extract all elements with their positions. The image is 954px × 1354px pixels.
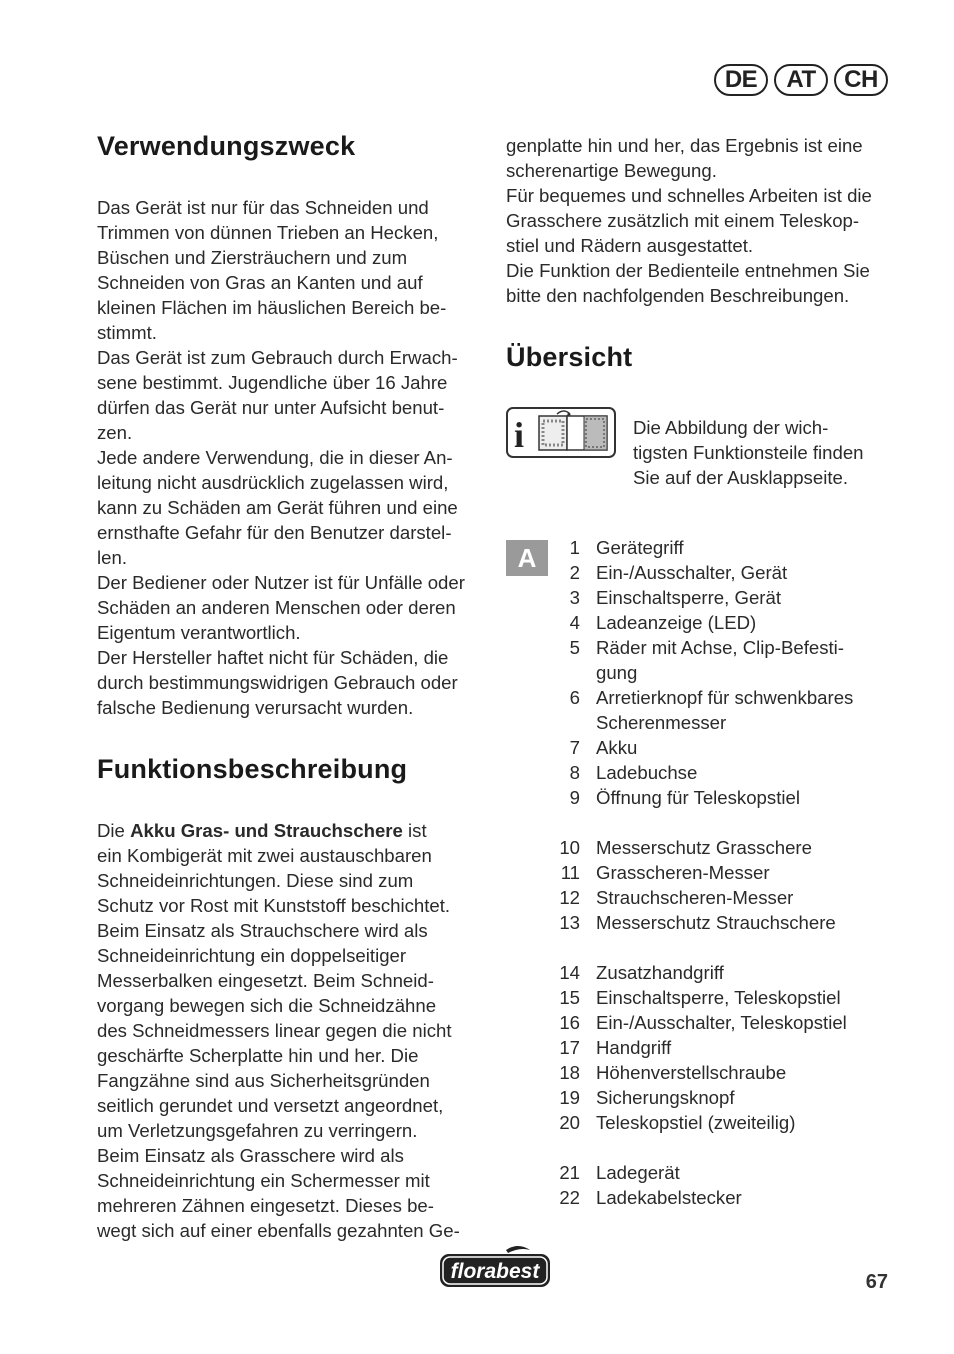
part-label: Ladegerät: [596, 1162, 680, 1184]
badge-de: DE: [714, 64, 768, 96]
part-label: Öffnung für Teleskopstiel: [596, 787, 800, 809]
part-item: [541, 610, 896, 635]
part-number: 13: [559, 912, 580, 934]
parts-list: [541, 535, 896, 1210]
part-label: Ladeanzeige (LED): [596, 612, 757, 634]
figure-marker-a: A: [506, 540, 548, 576]
brand-name: florabest: [450, 1260, 540, 1283]
part-item: [541, 885, 896, 910]
part-number: 4: [569, 612, 580, 634]
country-badges: [714, 64, 888, 96]
part-label: Einschaltsperre, Teleskopstiel: [596, 987, 841, 1009]
part-number: 20: [559, 1112, 580, 1134]
right-column: [506, 133, 896, 1210]
part-number: 10: [559, 837, 580, 859]
part-label: Handgriff: [596, 1037, 672, 1059]
section-title-funktionsbeschreibung: Funktionsbeschreibung: [97, 754, 408, 784]
part-number: 3: [569, 587, 580, 609]
part-label: Höhenverstellschraube: [596, 1062, 787, 1084]
part-number: 21: [559, 1162, 580, 1184]
part-label: Sicherungsknopf: [596, 1087, 735, 1109]
badge-at: AT: [774, 64, 828, 96]
part-item: [541, 835, 896, 860]
part-number: 11: [560, 862, 580, 884]
part-item: [541, 685, 896, 735]
part-item: [541, 1035, 896, 1060]
part-number: 15: [559, 987, 580, 1009]
part-number: 7: [569, 737, 580, 759]
svg-text:i: i: [514, 415, 525, 455]
section-title-uebersicht: Übersicht: [506, 342, 633, 372]
part-item: [541, 1160, 896, 1185]
part-item: [541, 1110, 896, 1135]
part-item: [541, 785, 896, 810]
part-item: [541, 910, 896, 935]
part-label: Ein-/Ausschalter, Gerät: [596, 562, 788, 584]
part-label: Strauchscheren-Messer: [596, 887, 794, 909]
part-item: [541, 985, 896, 1010]
info-note: [506, 396, 896, 508]
funktion-intro: Die: [97, 820, 131, 841]
fold-out-page-icon: [506, 407, 616, 458]
funktionsbeschreibung-continued: genplatte hin und her, das Ergebnis ist eine scherenartige Bewegung. Für bequemes und schnelles Arbeiten ist die Grasschere zusätzlich mit einem Teleskop- stiel und Rädern ausgestattet. Die Funktion der Bedienteile entnehmen Sie bitte den nachfolgenden Beschreibungen.: [506, 135, 872, 306]
part-number: 19: [559, 1087, 580, 1109]
part-item: [541, 860, 896, 885]
part-item: [541, 1060, 896, 1085]
section-title-verwendungszweck: Verwendungszweck: [97, 131, 356, 161]
part-number: 12: [559, 887, 580, 909]
part-label: Gerätegriff: [596, 537, 684, 559]
part-item: [541, 535, 896, 560]
part-number: 14: [559, 962, 580, 984]
part-label: Arretierknopf für schwenkbares Scherenmesser: [596, 687, 854, 734]
part-label: Ladekabelstecker: [596, 1187, 742, 1209]
part-number: 8: [569, 762, 580, 784]
part-number: 5: [569, 637, 580, 659]
part-item: [541, 560, 896, 585]
verwendungszweck-text: Das Gerät ist nur für das Schneiden und Trimmen von dünnen Trieben an Hecken, Büschen und Ziersträuchern und zum Schneiden von Gras an Kanten und auf kleinen Flächen im häuslichen Bereich be- stimmt. Das Gerät ist zum Gebrauch durch Erwach- sene bestimmt. Jugendliche über 16 Jahre dürfen das Gerät nur unter Aufsicht benut- zen. Jede andere Verwendung, die in dieser An- leitung nicht ausdrücklich zugelassen wird, kann zu Schäden am Gerät führen und eine ernsthafte Gefahr für den Benutzer darstel- len. Der Bediener oder Nutzer ist für Unfälle oder Schäden an anderen Menschen oder deren Eigentum verantwortlich. Der Hersteller haftet nicht für Schäden, die durch bestimmungswidrigen Gebrauch oder falsche Bedienung verursacht wurden.: [97, 197, 465, 718]
part-label: Ladebuchse: [596, 762, 698, 784]
part-item: [541, 1010, 896, 1035]
part-item: [541, 635, 896, 685]
part-label: Ein-/Ausschalter, Teleskopstiel: [596, 1012, 847, 1034]
part-label: Räder mit Achse, Clip-Befesti- gung: [596, 637, 845, 684]
part-number: 22: [559, 1187, 580, 1209]
part-item: [541, 960, 896, 985]
part-number: 18: [559, 1062, 580, 1084]
part-item: [541, 760, 896, 785]
part-label: Messerschutz Grasschere: [596, 837, 812, 859]
part-label: Teleskopstiel (zweiteilig): [596, 1112, 796, 1134]
part-number: 9: [569, 787, 580, 809]
part-item: [541, 735, 896, 760]
part-number: 1: [569, 537, 580, 559]
florabest-logo: [438, 1244, 552, 1295]
part-label: Grasscheren-Messer: [596, 862, 770, 884]
part-item: [541, 1085, 896, 1110]
part-item: [541, 585, 896, 610]
part-label: Einschaltsperre, Gerät: [596, 587, 781, 609]
part-label: Zusatzhandgriff: [596, 962, 724, 984]
part-label: Messerschutz Strauchschere: [596, 912, 836, 934]
part-number: 17: [559, 1037, 580, 1059]
part-label: Akku: [596, 737, 638, 759]
parts-legend: [506, 535, 896, 1210]
page-number: 67: [865, 1271, 888, 1293]
left-column: [97, 128, 482, 1243]
part-number: 16: [559, 1012, 580, 1034]
funktion-rest: ist ein Kombigerät mit zwei austauschbaren Schneideinrichtungen. Diese sind zum Schutz vor Rost mit Kunststoff beschichtet. Beim Einsatz als Strauchschere wird als Schneideinrichtung ein doppelseitiger Messerbalken eingesetzt. Beim Schneid- vorgang bewegen sich die Schneidzähne des Schneidmessers linear gegen die nicht geschärfte Scherplatte hin und her. Die Fangzähne sind aus Sicherheitsgründen seitlich gerundet und versetzt angeordnet, um Verletzungsgefahren zu verringern. Beim Einsatz als Grasschere wird als Schneideinrichtung ein Schermesser mit mehreren Zähnen eingesetzt. Dieses be- wegt sich auf einer ebenfalls gezahnten Ge-: [97, 820, 460, 1241]
badge-ch: CH: [834, 64, 888, 96]
info-note-text: Die Abbildung der wich- tigsten Funktionsteile finden Sie auf der Ausklappseite.: [633, 416, 864, 488]
part-number: 2: [569, 562, 580, 584]
funktionsbeschreibung-text: [97, 818, 482, 1243]
part-item: [541, 1185, 896, 1210]
product-name: Akku Gras- und Strauchschere: [130, 820, 403, 841]
part-number: 6: [569, 687, 580, 709]
